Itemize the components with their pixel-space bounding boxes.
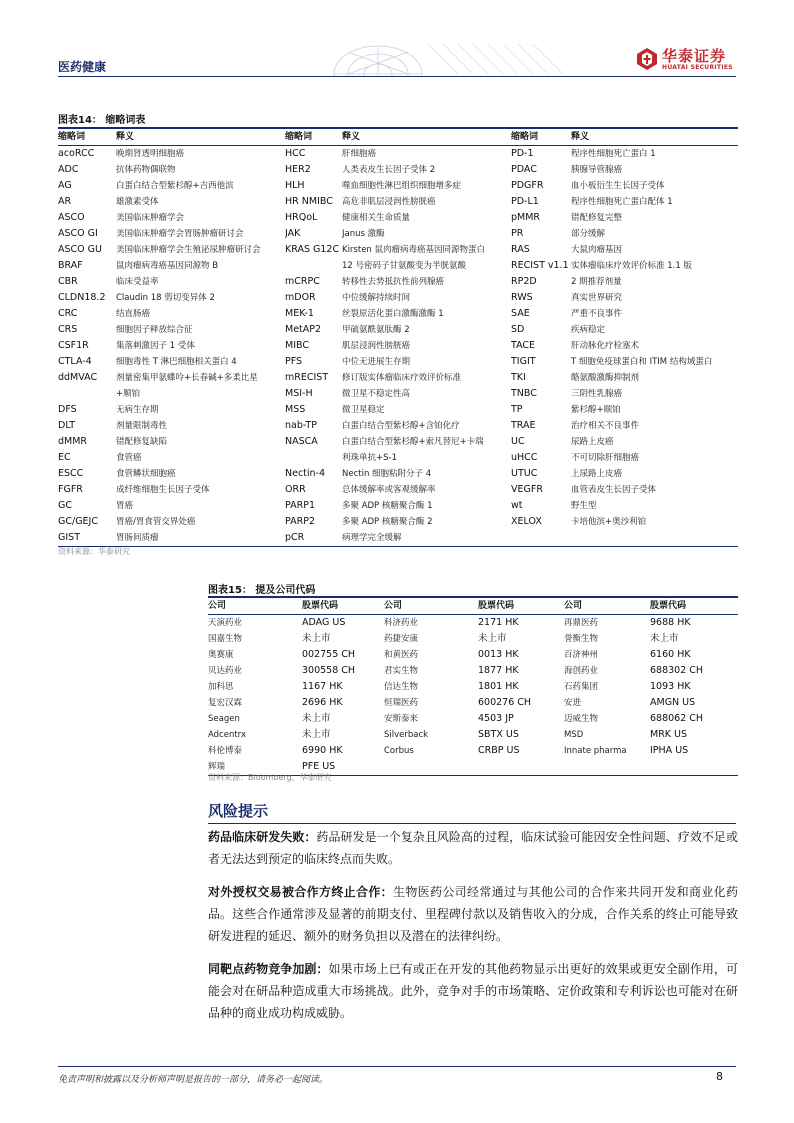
definition-cell: 胰腺导管腺癌 [571,165,623,175]
stock-code-cell: 1801 HK [478,681,519,692]
stock-code-cell: 未上市 [302,729,331,740]
definition-cell: 高危非肌层浸润性膀胱癌 [342,197,436,207]
footer-divider [58,1066,736,1067]
abbreviation-cell: MEK-1 [285,308,314,319]
abbreviation-cell: TACE [511,340,536,351]
abbreviation-cell: FGFR [58,484,83,495]
abbreviation-cell: PARP2 [285,516,315,527]
abbreviation-cell: ADC [58,164,79,175]
stock-code-cell: 0013 HK [478,649,519,660]
abbreviation-cell: RECIST v1.1 [511,260,569,271]
definition-cell: 细胞因子释放综合征 [116,325,193,335]
table-row [58,466,738,482]
definition-cell: Claudin 18 剪切变异体 2 [116,293,215,303]
abbreviation-cell: HCC [285,148,306,159]
definition-cell: 2 期推荐剂量 [571,277,622,287]
table-row [58,258,738,274]
abbreviation-cell: PR [511,228,524,239]
stock-code-cell: MRK US [650,729,688,740]
footer-disclaimer: 免责声明和披露以及分析师声明是报告的一部分，请务必一起阅读。 [58,1075,329,1085]
table-row [58,338,738,354]
definition-cell: 转移性去势抵抗性前列腺癌 [342,277,445,287]
logo-text-en: HUATAI SECURITIES [662,64,733,71]
definition-cell: Kirsten 鼠肉瘤病毒癌基因同源物蛋白 [342,245,486,255]
abbreviation-cell: CRS [58,324,78,335]
definition-cell: 肌层浸润性膀胱癌 [342,341,411,351]
table-header-row [208,597,738,615]
risk-item [208,958,738,1024]
company-name-cell: 国嘉生物 [208,634,243,644]
column-header: 缩略词 [511,132,539,142]
stock-code-cell: 300558 CH [302,665,356,676]
abbreviation-cell: NASCA [285,436,318,447]
abbreviation-cell: SAE [511,308,530,319]
column-header: 缩略词 [58,132,86,142]
abbreviation-cell: PFS [285,356,303,367]
abbreviation-cell: GC [58,500,72,511]
table-row [58,226,738,242]
column-header: 股票代码 [650,601,687,611]
table-header-row [58,128,738,146]
definition-cell: 成纤维细胞生长因子受体 [116,485,210,495]
table-row [58,482,738,498]
abbreviation-cell: wt [511,500,523,511]
definition-cell: T 细胞免疫球蛋白和 ITIM 结构域蛋白 [571,357,713,367]
definition-cell: 疾病稳定 [571,325,606,335]
abbreviation-cell: HLH [285,180,305,191]
page-number: 8 [716,1070,723,1083]
abbreviation-cell: GIST [58,532,80,543]
abbreviation-cell: TKI [511,372,526,383]
company-name-cell: Innate pharma [564,746,627,756]
definition-cell: Nectin 细胞粘附分子 4 [342,469,432,479]
company-name-cell: 恒瑞医药 [384,698,419,708]
definition-cell: 多聚 ADP 核糖聚合酶 1 [342,501,433,511]
abbreviation-cell: UC [511,436,525,447]
company-code-table [208,596,738,776]
table-row [58,450,738,466]
company-name-cell: Adcentrx [208,730,246,740]
definition-cell: 噬血细胞性淋巴组织细胞增多症 [342,181,462,191]
column-header: 公司 [384,601,403,611]
abbreviation-cell: JAK [285,228,301,239]
abbreviation-cell: RWS [511,292,533,303]
section-title: 医药健康 [58,60,107,74]
stock-code-cell: PFE US [302,761,336,772]
definition-cell: 治疗相关不良事件 [571,421,640,431]
definition-cell: 人类表皮生长因子受体 2 [342,165,436,175]
definition-cell: 三阴性乳腺癌 [571,389,623,399]
abbreviation-cell: ASCO GI [58,228,98,239]
abbreviation-cell: PD-L1 [511,196,539,207]
stock-code-cell: ADAG US [302,617,346,628]
definition-cell: 利珠单抗+S-1 [342,453,397,463]
table-row [58,290,738,306]
definition-cell: 程序性细胞死亡蛋白配体 1 [571,197,673,207]
company-name-cell: 君实生物 [384,666,419,676]
company-name-cell: MSD [564,730,584,740]
definition-cell: 大鼠肉瘤基因 [571,245,623,255]
abbreviation-cell: CRC [58,308,78,319]
definition-cell: 胃肠间质瘤 [116,533,159,543]
table-row [58,146,738,163]
column-header: 释义 [342,132,361,142]
definition-cell: 肝动脉化疗栓塞术 [571,341,640,351]
risk-item [208,881,738,947]
abbreviation-cell: HER2 [285,164,311,175]
table-row [58,386,738,402]
risk-item-heading: 对外授权交易被合作方终止合作： [208,885,393,899]
table-row [208,647,738,663]
definition-cell: 肝细胞癌 [342,149,377,159]
table2-caption: 图表15： 提及公司代码 [208,585,316,596]
column-header: 公司 [564,601,583,611]
definition-cell: 临床受益率 [116,277,159,287]
definition-cell: 不可切除肝细胞癌 [571,453,640,463]
company-name-cell: Corbus [384,746,414,756]
abbreviation-cell [285,450,342,466]
table-row [58,210,738,226]
definition-cell: 野生型 [571,501,597,511]
definition-cell: 上尿路上皮癌 [571,469,623,479]
table-row [208,695,738,711]
definition-cell: 实体瘤临床疗效评价标准 1.1 版 [571,261,692,271]
definition-cell: 中位无进展生存期 [342,357,411,367]
column-header: 公司 [208,601,227,611]
abbreviation-cell: VEGFR [511,484,543,495]
table1-source: 资料来源：华泰研究 [58,547,130,556]
definition-cell: 错配修复缺陷 [116,437,168,447]
stock-code-cell: 6990 HK [302,745,343,756]
definition-cell: 美国临床肿瘤学会生殖泌尿肿瘤研讨会 [116,245,261,255]
stock-code-cell: CRBP US [478,745,520,756]
company-name-cell: 科伦博泰 [208,746,243,756]
definition-cell: 错配修复完整 [571,213,623,223]
definition-cell: 食管癌 [116,453,142,463]
abbreviation-cell: MSS [285,404,306,415]
table-row [58,498,738,514]
table-row [58,354,738,370]
stock-code-cell: 6160 HK [650,649,691,660]
abbreviation-cell: ASCO [58,212,85,223]
company-name-cell: 复宏汉霖 [208,698,243,708]
stock-code-cell: SBTX US [478,729,519,740]
table-row [58,306,738,322]
company-name-cell: 和黄医药 [384,650,419,660]
abbreviation-cell: CTLA-4 [58,356,92,367]
definition-cell [571,530,738,547]
column-header: 释义 [116,132,135,142]
stock-code-cell: 未上市 [650,633,679,644]
definition-cell: 鼠肉瘤病毒癌基因同源物 B [116,261,219,271]
definition-cell: 剂量限制毒性 [116,421,168,431]
table2-source: 资料来源：Bloomberg，华泰研究 [208,773,332,782]
definition-cell: 尿路上皮癌 [571,437,614,447]
abbreviation-cell: pCR [285,532,305,543]
abbreviation-table [58,127,738,547]
company-name-cell: 信达生物 [384,682,419,692]
abbreviation-cell: XELOX [511,516,542,527]
definition-cell: 部分缓解 [571,229,606,239]
definition-cell: 丝裂原活化蛋白激酶激酶 1 [342,309,444,319]
table-row [58,418,738,434]
company-name-cell: Silverback [384,730,429,740]
abbreviation-cell: PDAC [511,164,537,175]
definition-cell: 甲硫氨酰氨肽酶 2 [342,325,410,335]
table-row [58,434,738,450]
definition-cell: 血管表皮生长因子受体 [571,485,657,495]
table-row [58,178,738,194]
abbreviation-cell: RP2D [511,276,537,287]
definition-cell: 胃癌 [116,501,134,511]
logo-text-cn: 华泰证券 [662,47,727,65]
abbreviation-cell: TP [511,404,523,415]
abbreviation-cell: uHCC [511,452,538,463]
table-row [208,727,738,743]
table-row [208,615,738,632]
company-name-cell: 安进 [564,698,582,708]
company-name-cell: 药捷安康 [384,634,419,644]
stock-code-cell: 1093 HK [650,681,691,692]
abbreviation-cell: TRAE [511,420,536,431]
company-name-cell: 奥赛康 [208,650,234,660]
company-name-cell: 安斯泰来 [384,714,419,724]
abbreviation-cell: AG [58,180,72,191]
stock-code-cell: 1167 HK [302,681,343,692]
abbreviation-cell: EC [58,452,71,463]
risk-item-heading: 同靶点药物竞争加剧： [208,962,329,976]
definition-cell: 酪氨酸激酶抑制剂 [571,373,640,383]
company-name-cell: 迈威生物 [564,714,599,724]
definition-cell: 健康相关生命质量 [342,213,411,223]
definition-cell: 美国临床肿瘤学会 [116,213,185,223]
abbreviation-cell: CBR [58,276,78,287]
stock-code-cell: 4503 JP [478,713,514,724]
abbreviation-cell: PD-1 [511,148,534,159]
table-row [58,530,738,547]
abbreviation-cell: nab-TP [285,420,317,431]
table-row [58,322,738,338]
company-name-cell: 贝达药业 [208,666,243,676]
company-name-cell: 誉衡生物 [564,634,599,644]
logo-mark-icon [636,47,658,71]
stock-code-cell: 未上市 [302,713,331,724]
abbreviation-cell: ORR [285,484,306,495]
risk-item-text: 药品研发是一个复杂且风险高的过程，临床试验可能因安全性问题、疗效不足或者无法达到预定的临床终点而失败。 [208,830,738,866]
table-row [58,194,738,210]
abbreviation-cell: BRAF [58,260,83,271]
definition-cell: 剂量密集甲氨蝶呤+长春碱+多柔比星 [116,373,258,383]
table-row [58,242,738,258]
company-name-cell: Seagen [208,714,240,724]
abbreviation-cell: HRQoL [285,212,318,223]
abbreviation-cell: DLT [58,420,76,431]
risk-item-heading: 药品临床研发失败： [208,830,317,844]
risk-item [208,826,738,870]
definition-cell: 美国临床肿瘤学会胃肠肿瘤研讨会 [116,229,244,239]
abbreviation-cell [58,386,116,402]
definition-cell: 程序性细胞死亡蛋白 1 [571,149,656,159]
abbreviation-cell: CLDN18.2 [58,292,106,303]
abbreviation-cell: ddMVAC [58,372,98,383]
abbreviation-cell: HR NMIBC [285,196,333,207]
table-row [58,274,738,290]
definition-cell: 晚期肾透明细胞癌 [116,149,185,159]
definition-cell: Janus 激酶 [342,229,385,239]
stock-code-cell: 688062 CH [650,713,704,724]
definition-cell: 中位缓解持续时间 [342,293,411,303]
risk-item-text: 生物医药公司经常通过与其他公司的合作来共同开发和商业化药品。这些合作通常涉及显著的前期支付、里程碑付款以及销售收入的分成，合作关系的终止可能导致研发进程的延迟、额外的财务负担以及潜在的法律纠纷。 [208,885,738,943]
column-header: 释义 [571,132,590,142]
definition-cell: 卡培他滨+奥沙利铂 [571,517,647,527]
definition-cell: 病理学完全缓解 [342,533,402,543]
risk-item-text: 如果市场上已有或正在开发的其他药物显示出更好的效果或更安全副作用，可能会对在研品种造成重大市场挑战。此外，竞争对手的市场策略、定价政策和专利诉讼也可能对在研品种的商业成功构成威胁。 [208,962,738,1020]
risk-section-title: 风险提示 [208,802,269,820]
abbreviation-cell: pMMR [511,212,541,223]
header-decoration-graphic [318,40,618,76]
risk-section-divider [208,823,736,824]
abbreviation-cell: TIGIT [511,356,536,367]
abbreviation-cell: MetAP2 [285,324,322,335]
column-header: 股票代码 [302,601,339,611]
company-logo [636,46,736,74]
definition-cell: 白蛋白结合型紫杉醇+索凡替尼+卡瑞 [342,437,484,447]
definition-cell: 严重不良事件 [571,309,623,319]
abbreviation-cell [511,530,571,547]
abbreviation-cell: DFS [58,404,77,415]
table-row [58,162,738,178]
stock-code-cell [650,759,738,776]
definition-cell: 微卫星不稳定性高 [342,389,411,399]
stock-code-cell: 2171 HK [478,617,519,628]
definition-cell: 细胞毒性 T 淋巴细胞相关蛋白 4 [116,357,237,367]
table1-caption: 图表14： 缩略词表 [58,115,146,126]
definition-cell: 食管鳞状细胞癌 [116,469,176,479]
company-name-cell: 加科思 [208,682,234,692]
stock-code-cell: AMGN US [650,697,696,708]
company-name-cell: 百济神州 [564,650,599,660]
company-name-cell: 天演药业 [208,618,243,628]
abbreviation-cell: TNBC [511,388,537,399]
definition-cell: 抗体药物偶联物 [116,165,176,175]
definition-cell: +顺铂 [116,389,141,399]
column-header: 缩略词 [285,132,313,142]
stock-code-cell: 2696 HK [302,697,343,708]
column-header: 股票代码 [478,601,515,611]
definition-cell: 总体缓解率或客观缓解率 [342,485,436,495]
definition-cell: 白蛋白结合型紫杉醇+含铂化疗 [342,421,460,431]
table-row [58,370,738,386]
abbreviation-cell: GC/GEJC [58,516,98,527]
abbreviation-cell: UTUC [511,468,538,479]
stock-code-cell: 600276 CH [478,697,532,708]
company-name-cell [564,759,650,776]
abbreviation-cell: mRECIST [285,372,329,383]
abbreviation-cell: ASCO GU [58,244,102,255]
definition-cell: 集落刺激因子 1 受体 [116,341,195,351]
abbreviation-cell: KRAS G12C [285,244,340,255]
definition-cell: 雄激素受体 [116,197,159,207]
abbreviation-cell: PDGFR [511,180,544,191]
company-name-cell [384,759,478,776]
definition-cell: 胃癌/胃食管交界处癌 [116,517,196,527]
abbreviation-cell: CSF1R [58,340,89,351]
definition-cell: 血小板衍生生长因子受体 [571,181,665,191]
definition-cell: 修订版实体瘤临床疗效评价标准 [342,373,462,383]
stock-code-cell: 688302 CH [650,665,704,676]
abbreviation-cell: SD [511,324,525,335]
company-name-cell: 海创药业 [564,666,599,676]
stock-code-cell [478,759,564,776]
abbreviation-cell: dMMR [58,436,88,447]
abbreviation-cell: PARP1 [285,500,315,511]
table-row [208,679,738,695]
abbreviation-cell: ESCC [58,468,84,479]
stock-code-cell: 002755 CH [302,649,356,660]
header-divider [58,76,736,77]
definition-cell: 白蛋白结合型紫杉醇+吉西他滨 [116,181,234,191]
definition-cell: 12 号密码子甘氨酸变为半胱氨酸 [342,261,467,271]
company-name-cell: 辉瑞 [208,762,226,772]
company-name-cell: 石药集团 [564,682,599,692]
abbreviation-cell: MIBC [285,340,309,351]
definition-cell: 微卫星稳定 [342,405,385,415]
definition-cell: 紫杉醇+顺铂 [571,405,621,415]
stock-code-cell: IPHA US [650,745,689,756]
stock-code-cell: 1877 HK [478,665,519,676]
definition-cell: 多聚 ADP 核糖聚合酶 2 [342,517,433,527]
stock-code-cell: 未上市 [302,633,331,644]
definition-cell: 无病生存期 [116,405,159,415]
table-row [208,711,738,727]
abbreviation-cell: mCRPC [285,276,320,287]
abbreviation-cell: mDOR [285,292,316,303]
abbreviation-cell: RAS [511,244,530,255]
abbreviation-cell: AR [58,196,72,207]
abbreviation-cell: MSI-H [285,388,313,399]
company-name-cell: 再鼎医药 [564,618,599,628]
abbreviation-cell: Nectin-4 [285,468,326,479]
table-row [58,402,738,418]
table-row [208,663,738,679]
stock-code-cell: 未上市 [478,633,507,644]
abbreviation-cell [285,258,342,274]
table-row [208,631,738,647]
definition-cell: 结直肠癌 [116,309,151,319]
definition-cell: 真实世界研究 [571,293,623,303]
abbreviation-cell: acoRCC [58,148,95,159]
stock-code-cell: 9688 HK [650,617,691,628]
company-name-cell: 科济药业 [384,618,419,628]
table-row [208,743,738,759]
table-row [58,514,738,530]
